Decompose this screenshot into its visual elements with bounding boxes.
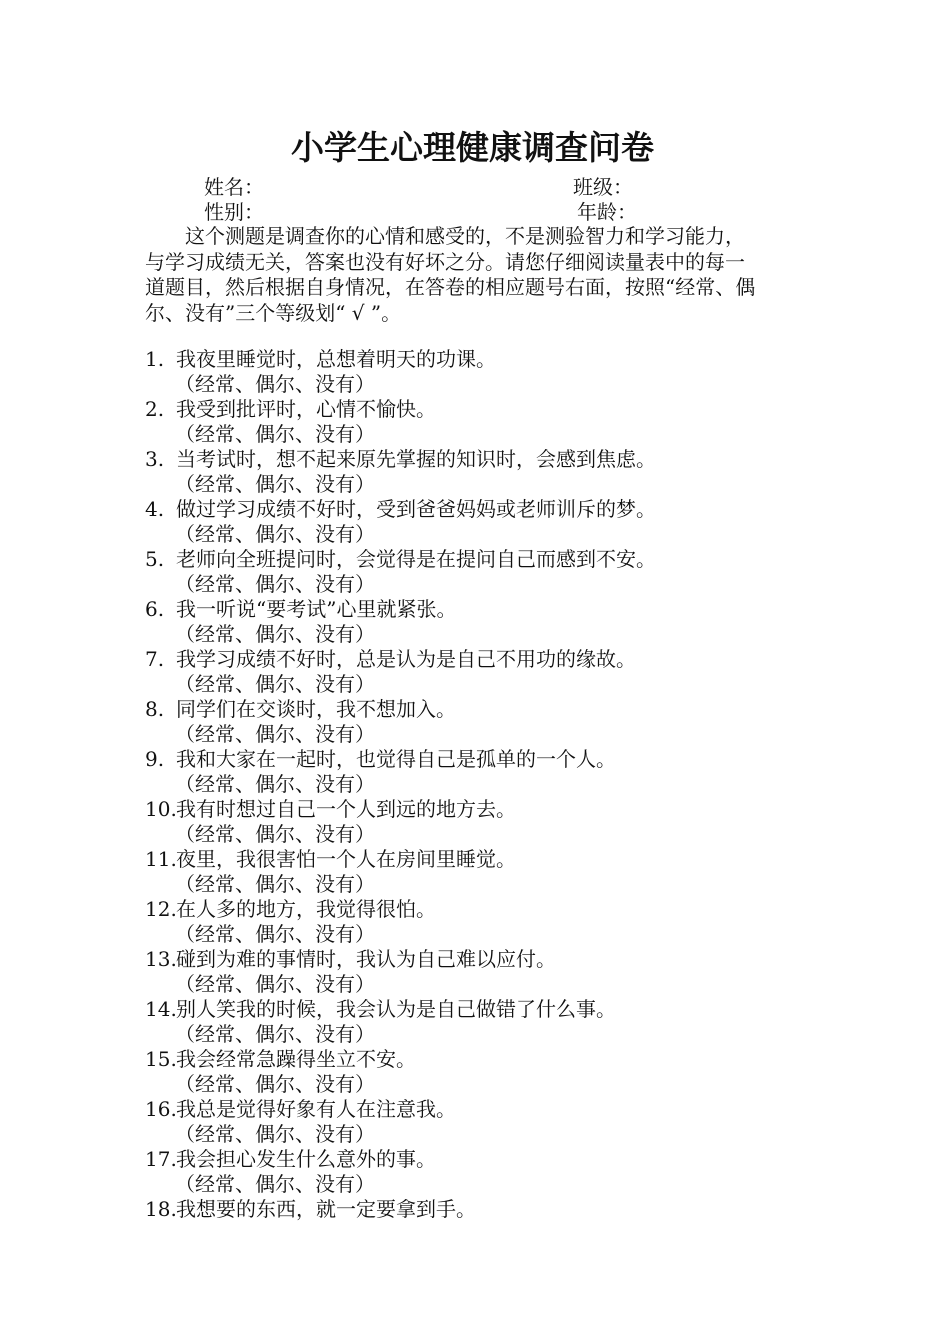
intro-line: 与学习成绩无关，答案也没有好坏之分。请您仔细阅读量表中的每一 [145,249,745,274]
question-number: 3. [145,447,165,471]
question-item [145,1047,845,1097]
question-options: （经常、偶尔、没有） [175,572,375,596]
question-text: 我会经常急躁得坐立不安。 [176,1047,416,1071]
question-text-line [145,597,845,622]
question-number: 15. [145,1047,177,1071]
question-text-line [145,347,845,372]
intro-line: 道题目，然后根据自身情况，在答卷的相应题号右面，按照“经常、偶 [145,275,756,299]
question-item [145,1097,845,1147]
question-text: 我受到批评时，心情不愉快。 [176,397,436,421]
question-text: 当考试时，想不起来原先掌握的知识时，会感到焦虑。 [176,447,656,471]
intro-line: 尔、没有”三个等级划“ √ ”。 [145,300,402,325]
question-number: 6. [145,597,165,621]
question-text-line [145,747,845,772]
question-text-line [145,1197,845,1222]
question-options: （经常、偶尔、没有） [175,622,375,646]
question-text: 我和大家在一起时，也觉得自己是孤单的一个人。 [176,747,616,771]
question-text-line [145,1097,845,1122]
question-item [145,697,845,747]
question-number: 11. [145,847,177,871]
question-text-line [145,547,845,572]
question-text-line [145,397,845,422]
question-list [145,347,845,1222]
question-text: 别人笑我的时候，我会认为是自己做错了什么事。 [176,997,616,1021]
question-options: （经常、偶尔、没有） [175,872,375,896]
question-options: （经常、偶尔、没有） [175,422,375,446]
question-number: 14. [145,997,177,1021]
question-text-line [145,497,845,522]
question-number: 16. [145,1097,177,1121]
question-options: （经常、偶尔、没有） [175,1072,375,1096]
question-number: 1. [145,347,165,371]
question-text: 我有时想过自己一个人到远的地方去。 [176,797,516,821]
question-text: 我夜里睡觉时，总想着明天的功课。 [176,347,496,371]
gender-field-label: 性别： [204,200,264,224]
question-text: 我会担心发生什么意外的事。 [176,1147,436,1171]
question-text: 我学习成绩不好时，总是认为是自己不用功的缘故。 [176,647,636,671]
question-number: 8. [145,697,165,721]
question-item [145,347,845,397]
age-field-label: 年龄： [577,200,637,224]
question-text-line [145,1147,845,1172]
question-item [145,597,845,647]
name-field-label: 姓名： [204,175,264,199]
intro-paragraph [145,224,810,326]
question-number: 10. [145,797,177,821]
question-number: 13. [145,947,177,971]
question-number: 12. [145,897,177,921]
question-item [145,797,845,847]
question-options: （经常、偶尔、没有） [175,922,375,946]
question-text-line [145,947,845,972]
question-text-line [145,697,845,722]
question-text-line [145,647,845,672]
question-options: （经常、偶尔、没有） [175,1122,375,1146]
question-item [145,447,845,497]
question-item [145,997,845,1047]
question-options: （经常、偶尔、没有） [175,522,375,546]
question-item [145,397,845,447]
question-item [145,647,845,697]
question-number: 9. [145,747,165,771]
question-text: 夜里，我很害怕一个人在房间里睡觉。 [176,847,516,871]
page-title: 小学生心理健康调查问卷 [291,128,654,167]
question-text: 我总是觉得好象有人在注意我。 [176,1097,456,1121]
question-text: 我一听说“要考试”心里就紧张。 [176,597,457,621]
question-text: 做过学习成绩不好时，受到爸爸妈妈或老师训斥的梦。 [176,497,656,521]
question-options: （经常、偶尔、没有） [175,1022,375,1046]
question-number: 18. [145,1197,177,1221]
question-item [145,1147,845,1197]
question-item [145,897,845,947]
question-text-line [145,1047,845,1072]
question-options: （经常、偶尔、没有） [175,972,375,996]
question-text: 在人多的地方，我觉得很怕。 [176,897,436,921]
question-text-line [145,797,845,822]
question-options: （经常、偶尔、没有） [175,822,375,846]
class-field-label: 班级： [573,175,633,199]
question-number: 2. [145,397,165,421]
question-item [145,497,845,547]
intro-line: 这个测题是调查你的心情和感受的，不是测验智力和学习能力， [185,224,745,248]
question-item [145,747,845,797]
question-options: （经常、偶尔、没有） [175,372,375,396]
question-item [145,847,845,897]
question-number: 17. [145,1147,177,1171]
question-item [145,547,845,597]
question-text-line [145,897,845,922]
question-options: （经常、偶尔、没有） [175,672,375,696]
question-text: 碰到为难的事情时，我认为自己难以应付。 [176,947,556,971]
question-item [145,947,845,997]
question-text-line [145,997,845,1022]
question-text: 我想要的东西，就一定要拿到手。 [176,1197,476,1221]
question-number: 5. [145,547,165,571]
question-number: 7. [145,647,165,671]
question-number: 4. [145,497,165,521]
question-options: （经常、偶尔、没有） [175,772,375,796]
question-text: 老师向全班提问时，会觉得是在提问自己而感到不安。 [176,547,656,571]
question-text: 同学们在交谈时，我不想加入。 [176,697,456,721]
question-text-line [145,447,845,472]
question-options: （经常、偶尔、没有） [175,472,375,496]
question-options: （经常、偶尔、没有） [175,1172,375,1196]
question-text-line [145,847,845,872]
question-options: （经常、偶尔、没有） [175,722,375,746]
question-item [145,1197,845,1222]
